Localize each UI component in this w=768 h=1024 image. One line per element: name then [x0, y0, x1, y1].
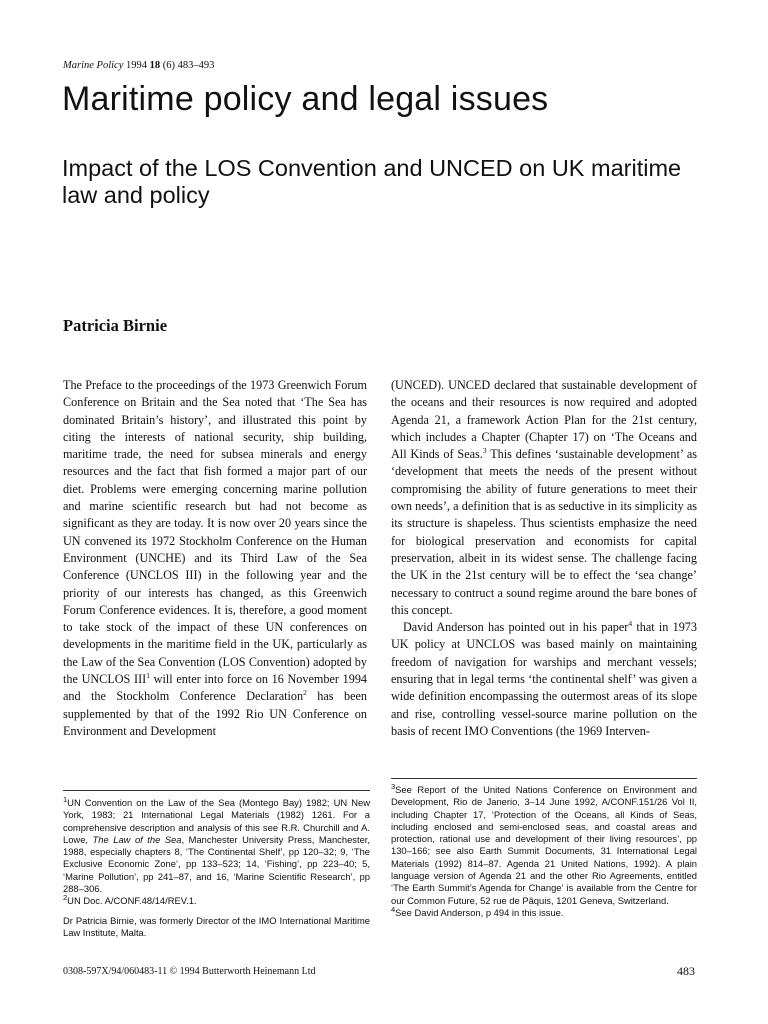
footnote-text: See Report of the United Nations Conference on Environment and Development, Rio de Janerio, 3–14 June 1992, A/CONF.151/26 Vol II, including Chapter 17, ‘Protection of the Oceans, all Kinds of Seas, including enclosed and semi-enclosed seas, and coastal areas and protection, rational use and development of their living resources’, pp 130–166; see also Earth Summit Documents, 31 International Legal Materials (1992) 814–87. Agenda 21 United Nations, 1992). A plain language version of Agenda 21 and the other Rio Agreements, entitled ‘The Earth Summit’s Agenda for Change’ is available from the Centre for our Common Future, 52 rue de Pâquis, 1201 Geneva, Switzerland. [391, 784, 697, 906]
footnote-ref-2: 2 [303, 688, 307, 698]
footnote-2 [63, 895, 370, 907]
footnote-mark: 1 [63, 794, 68, 804]
body-text: has been supplemented by that of the 1992 Rio UN Conference on Environment and Development [63, 689, 367, 738]
footnote-4 [391, 904, 697, 919]
body-text: This defines ‘sustainable development’ as ‘development that meets the needs of the present without compromising the ability of future generations to meet their own needs’, a definition that is as seductive in its simplicity as its structure is shapeless. Thus scientists emphasize the need for biological preservation and economists for capital preservation, albeit in its widest sense. The challenge facing the UK in the 21st century will be to effect the ‘sea change’ necessary to contruct a sound regime around the bare bones of this concept. [391, 447, 698, 617]
footnote-book-title: The Law of the Sea [92, 833, 182, 845]
article-title: Impact of the LOS Convention and UNCED on UK maritime law and policy [62, 155, 682, 208]
body-paragraph [391, 377, 697, 619]
footnote-mark: 4 [391, 904, 396, 914]
body-text: The Preface to the proceedings of the 1973 Greenwich Forum Conference on Britain and the Sea noted that ‘The Sea has dominated Britain’s history’, and illustrated this point by citing the interests of national security, ship building, maritime trade, the need for subsea minerals and energy resources and the fact that fish formed a major part of our diet. Problems were emerging concerning marine pollution and marine scientific research but had not become as significant as they are today. It is now over 20 years since the UN convened its 1972 Stockholm Conference on the Human Environment (UNCHE) and its Third Law of the Sea Conference (UNCLOS III) in the following year and the priority of our interests has changed, as this Greenwich Forum Conference evidences. It is, therefore, a good moment to take stock of the impact of these UN conferences on developments in the maritime field in the UK, particularly as the Law of the Sea Convention (LOS Convention) adopted by the UNCLOS III [63, 378, 367, 687]
section-title: Maritime policy and legal issues [62, 80, 549, 118]
body-text: (UNCED). UNCED declared that sustainable development of the oceans and their resources is now required and adopted Agenda 21, a framework Action Plan for the 21st century, which includes a Chapter (Chapter 17) on ‘The Oceans and All Kinds of Seas. [391, 378, 697, 462]
journal-year: 1994 [125, 60, 147, 71]
author-name: Patricia Birnie [63, 316, 168, 335]
author-note: Dr Patricia Birnie, was formerly Director of the IMO International Maritime Law Institute, Malta. [63, 914, 370, 938]
body-paragraph [391, 619, 697, 740]
body-text: will enter into force on 16 November 1994 and the Stockholm Conference Declaration [63, 672, 368, 704]
footnote-text: See David Anderson, p 494 in this issue. [395, 906, 564, 918]
footnotes-right [391, 781, 697, 919]
footnote-divider-left [63, 790, 370, 791]
footnote-ref-3: 3 [482, 446, 487, 456]
journal-citation [63, 60, 214, 71]
footnote-1 [63, 794, 370, 895]
body-text: David Anderson has pointed out in his paper [403, 620, 629, 635]
journal-issue-pages: (6) 483–493 [162, 60, 215, 71]
footer-issn: 0308-597X/94/060483-11 © 1994 Butterworth Heinemann Ltd [63, 966, 316, 977]
footnotes-left [63, 794, 370, 939]
body-text: that in 1973 UK policy at UNCLOS was based mainly on maintaining freedom of navigation for warships and merchant vessels; ensuring that in legal terms ‘the continental shelf’ was given a wide definition encompassing the outermost areas of its slope and rise, controlling vessel-source marine pollution on the basis of recent IMO Conventions (the 1969 Interven- [391, 620, 697, 738]
journal-volume: 18 [149, 60, 161, 71]
footnote-3 [391, 781, 697, 907]
body-column-left [63, 377, 367, 740]
footnote-text: UN Doc. A/CONF.48/14/REV.1. [67, 895, 197, 907]
body-column-right [391, 377, 697, 740]
footnote-mark: 3 [391, 781, 396, 791]
footnote-divider-right [391, 778, 697, 779]
footnote-text: UN Convention on the Law of the Sea (Montego Bay) 1982; UN New York, 1983; 21 International Legal Materials (1982) 1261. For a comprehensive description and analysis of this see R.R. Churchill and A. Lowe, [63, 797, 370, 845]
body-paragraph [63, 377, 367, 740]
journal-name: Marine Policy [63, 60, 124, 71]
footnote-mark: 2 [63, 893, 68, 903]
footnote-text: , Manchester University Press, Manchester, 1988, especially chapters 8, ‘The Continental Shelf’, pp 120–32; 9, ‘The Exclusive Economic Zone’, pp 133–523; 14, ‘Fishing’, pp 223–40; 5, ‘Marine Pollution’, pp 241–87, and 16, ‘Marine Scientific Research’, pp 288–306. [63, 833, 370, 895]
footnote-ref-4: 4 [628, 619, 633, 629]
page-number: 483 [677, 964, 695, 978]
footnote-ref-1: 1 [146, 670, 150, 680]
